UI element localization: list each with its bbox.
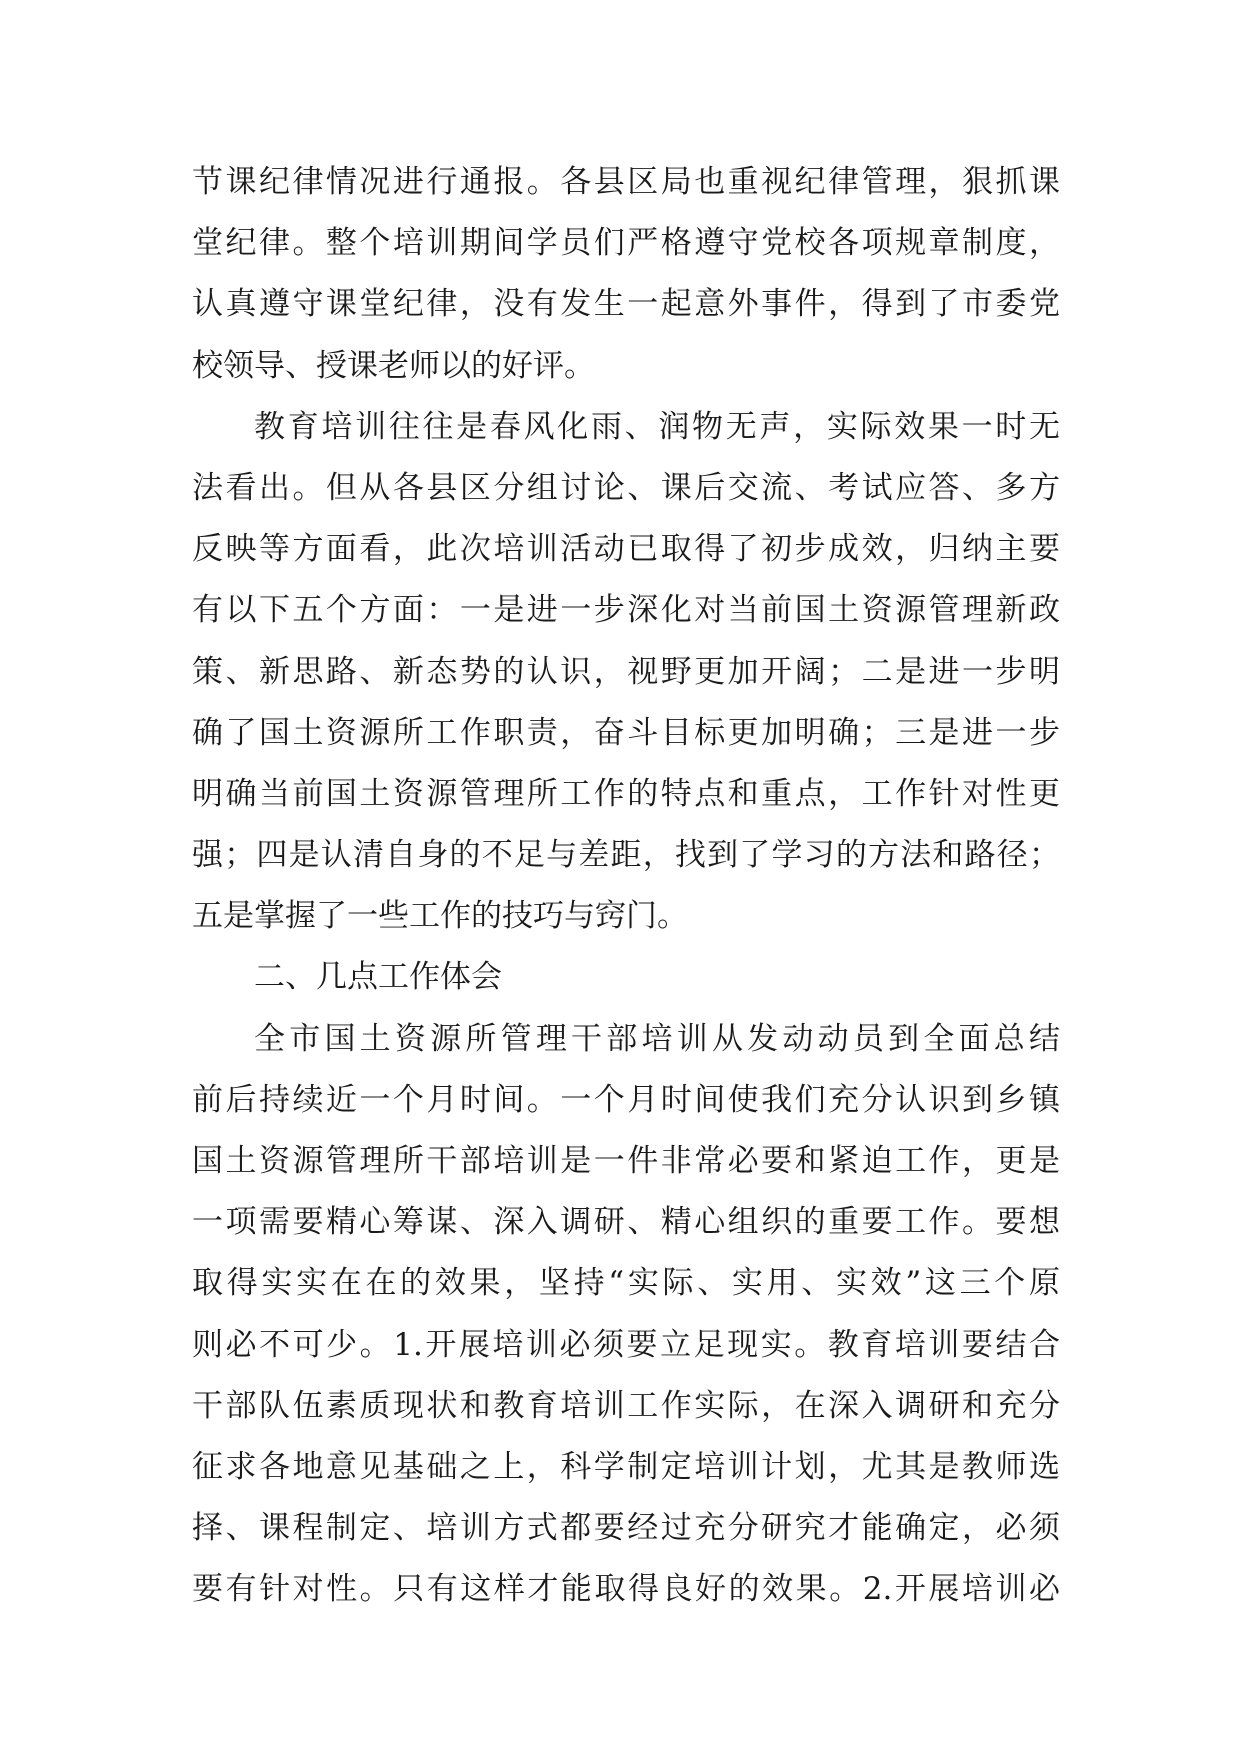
paragraph-line: 节课纪律情况进行通报。各县区局也重视纪律管理，狠抓课 <box>192 164 1060 200</box>
paragraph-line: 法看出。但从各县区分组讨论、课后交流、考试应答、多方 <box>192 469 1060 506</box>
document-body <box>192 152 1060 1621</box>
paragraph-line: 国土资源管理所干部培训是一件非常必要和紧迫工作，更是 <box>192 1143 1060 1179</box>
paragraph-line: 一项需要精心筹谋、深入调研、精心组织的重要工作。要想 <box>192 1204 1060 1241</box>
paragraph-line: 明确当前国土资源管理所工作的特点和重点，工作针对性更 <box>192 775 1060 812</box>
paragraph-line: 取得实实在在的效果，坚持“实际、实用、实效”这三个原 <box>192 1265 1060 1302</box>
paragraph-line: 校领导、授课老师以的好评。 <box>192 347 595 384</box>
paragraph-line: 教育培训往往是春风化雨、润物无声，实际效果一时无 <box>254 408 1060 445</box>
paragraph-line: 强；四是认清自身的不足与差距，找到了学习的方法和路径； <box>192 837 1060 874</box>
paragraph-line: 策、新思路、新态势的认识，视野更加开阔；二是进一步明 <box>192 653 1060 690</box>
paragraph-line: 五是掌握了一些工作的技巧与窍门。 <box>192 898 688 935</box>
paragraph-line: 前后持续近一个月时间。一个月时间使我们充分认识到乡镇 <box>192 1081 1060 1118</box>
paragraph-line: 征求各地意见基础之上，科学制定培训计划，尤其是教师选 <box>192 1448 1060 1485</box>
paragraph-line: 则必不可少。1.开展培训必须要立足现实。教育培训要结合 <box>192 1326 1060 1363</box>
paragraph-line: 择、课程制定、培训方式都要经过充分研究才能确定，必须 <box>192 1510 1060 1547</box>
paragraph-line: 干部队伍素质现状和教育培训工作实际，在深入调研和充分 <box>192 1387 1060 1424</box>
paragraph-line: 全市国土资源所管理干部培训从发动动员到全面总结 <box>254 1020 1060 1057</box>
paragraph-line: 要有针对性。只有这样才能取得良好的效果。2.开展培训必 <box>192 1571 1060 1608</box>
paragraph-line: 反映等方面看，此次培训活动已取得了初步成效，归纳主要 <box>192 531 1060 568</box>
paragraph-line: 确了国土资源所工作职责，奋斗目标更加明确；三是进一步 <box>192 714 1060 751</box>
paragraph-line: 认真遵守课堂纪律，没有发生一起意外事件，得到了市委党 <box>192 286 1060 323</box>
section-heading: 二、几点工作体会 <box>254 959 502 996</box>
paragraph-line: 有以下五个方面：一是进一步深化对当前国土资源管理新政 <box>192 592 1060 629</box>
paragraph-line: 堂纪律。整个培训期间学员们严格遵守党校各项规章制度， <box>192 225 1060 262</box>
